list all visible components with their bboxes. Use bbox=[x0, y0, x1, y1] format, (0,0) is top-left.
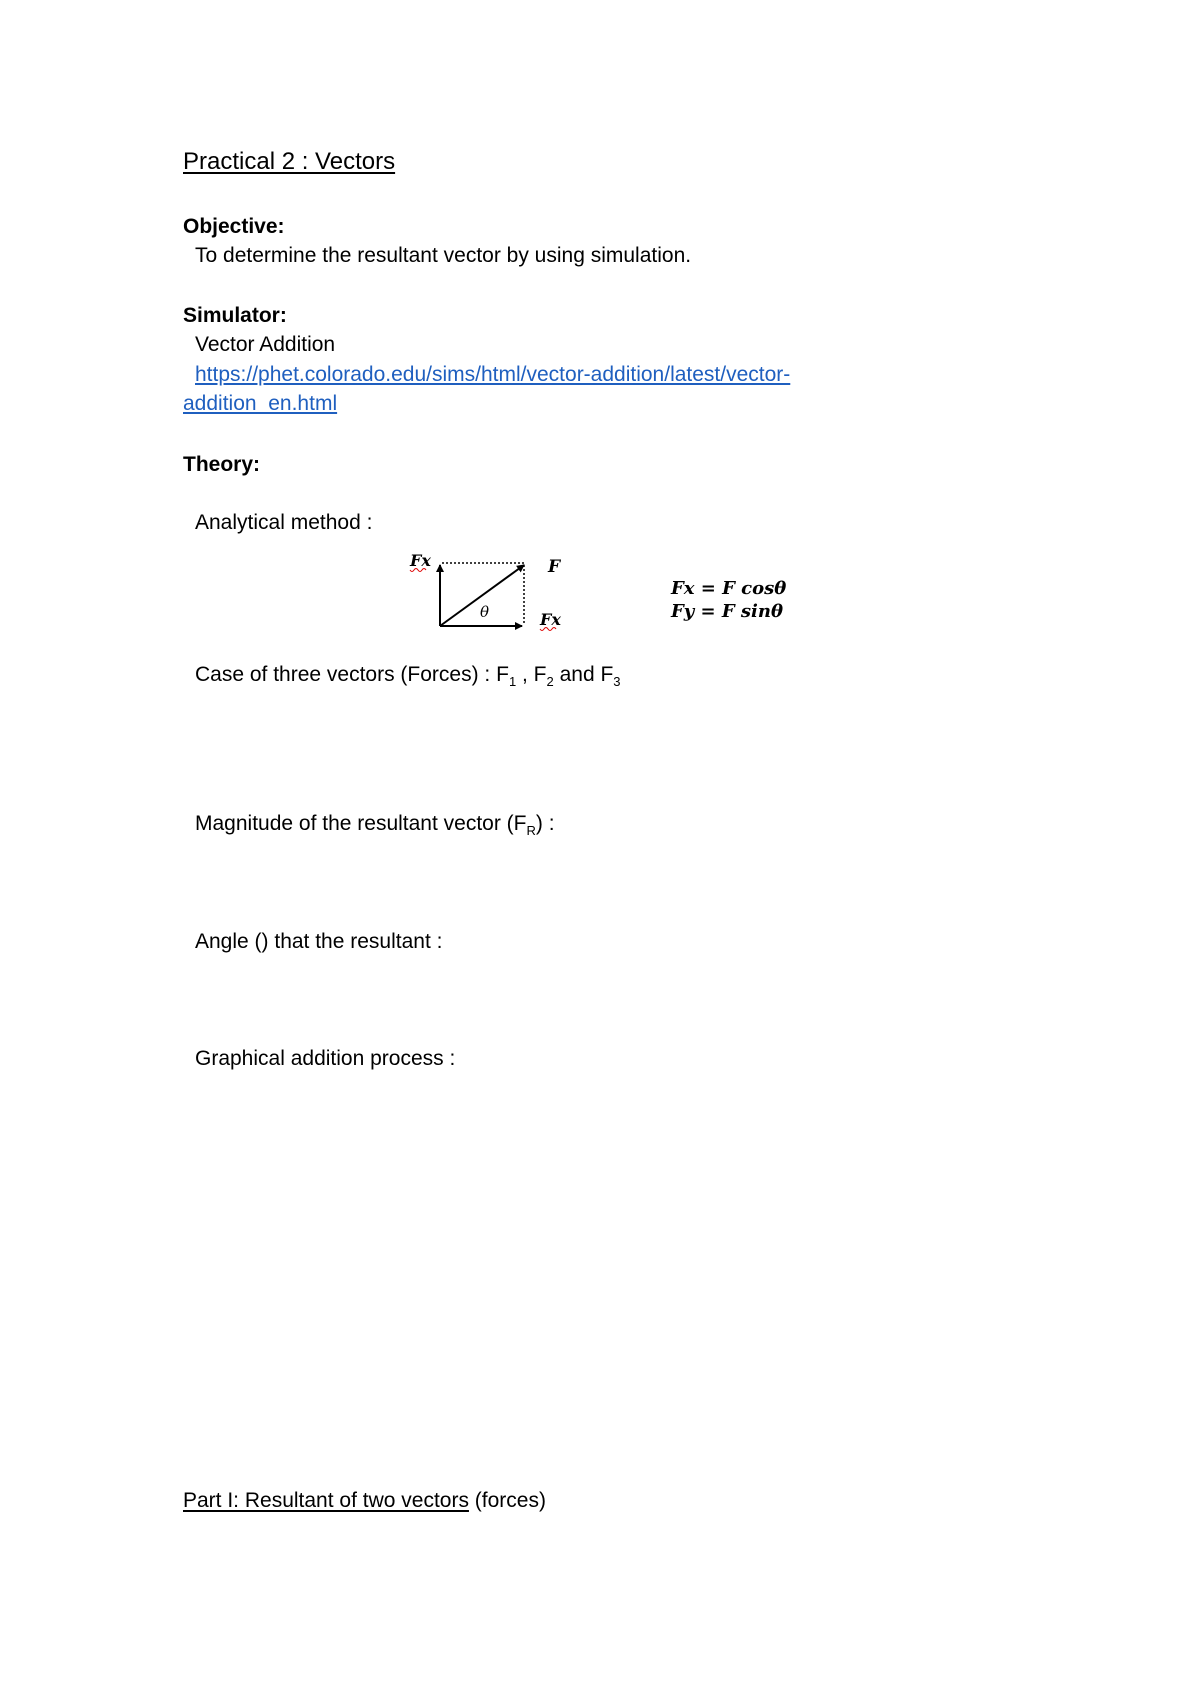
formula-fx: Fx = F cosθ bbox=[671, 578, 787, 599]
simulator-name: Vector Addition bbox=[195, 333, 336, 356]
part1-heading: Part I: Resultant of two vectors (forces) bbox=[183, 1489, 546, 1512]
three-vectors-case: Case of three vectors (Forces) : $F_1$ , $F_2$ and $F_3$ bbox=[195, 663, 621, 690]
diagram-label-top: Fx bbox=[410, 551, 431, 570]
page-title: Practical 2 : Vectors bbox=[183, 148, 396, 175]
objective-text: To determine the resultant vector by using simulation. bbox=[195, 244, 692, 267]
diagram-label-bottom: Fx bbox=[540, 610, 561, 629]
analytical-method-label: Analytical method : bbox=[195, 511, 373, 534]
simulator-link-line1[interactable]: https://phet.colorado.edu/sims/html/vector-addition/latest/vector- bbox=[195, 363, 791, 386]
simulator-heading: Simulator: bbox=[183, 304, 287, 327]
diagram-label-f: F bbox=[548, 557, 561, 577]
theory-heading: Theory: bbox=[183, 453, 261, 476]
graphical-addition-label: Graphical addition process : bbox=[195, 1047, 456, 1070]
objective-heading: Objective: bbox=[183, 215, 285, 238]
simulator-link-line2[interactable]: addition_en.html bbox=[183, 392, 338, 415]
magnitude-label: Magnitude of the resultant vector $(F_R)$ : bbox=[195, 812, 555, 839]
vector-components-diagram bbox=[400, 548, 580, 648]
angle-label: Angle () that the resultant : bbox=[195, 930, 443, 953]
formula-fy: Fy = F sinθ bbox=[671, 601, 783, 622]
diagram-label-theta: θ bbox=[480, 603, 490, 621]
